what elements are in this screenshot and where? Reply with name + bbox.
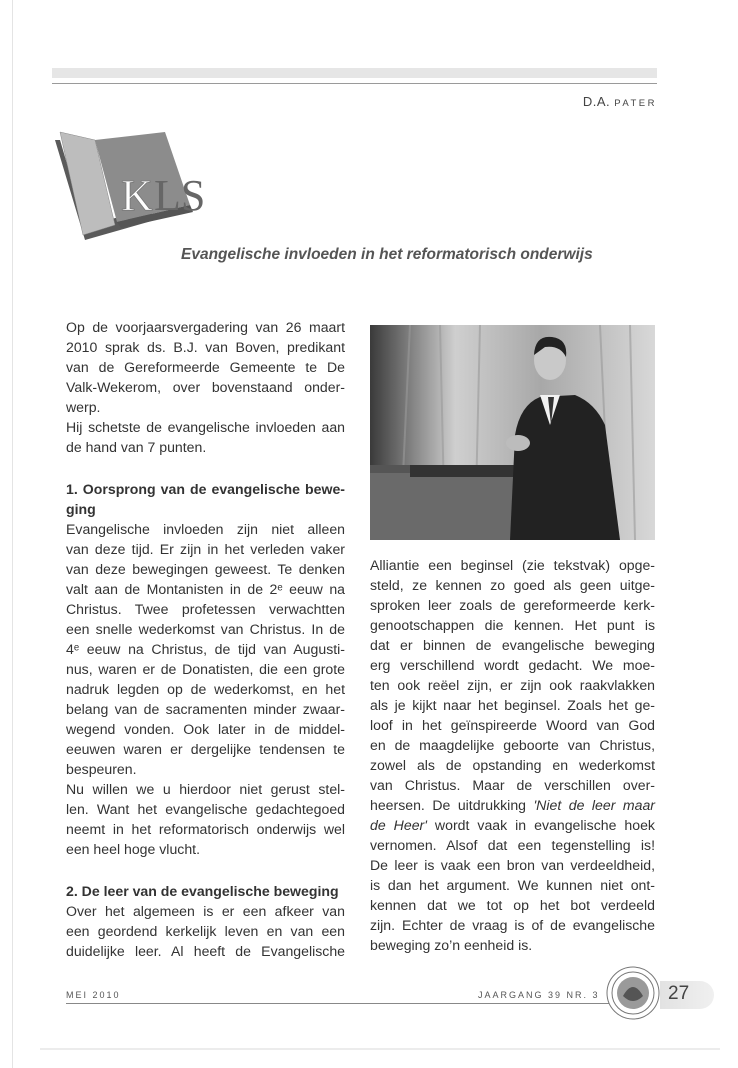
line-text: 4ᵉ eeuw na Christus, de tijd van Augusti-	[66, 641, 345, 657]
text-line	[370, 555, 655, 575]
text-line	[66, 739, 345, 759]
line-text: van deze tijd. Er zijn in het verleden vaker	[66, 541, 345, 557]
text-line	[66, 901, 345, 921]
logo-letter-k: K	[121, 171, 153, 220]
line-text: Evangelische invloeden zijn niet alleen	[66, 521, 345, 537]
author-surname: PATER	[614, 98, 657, 109]
footer-rule	[66, 1003, 626, 1004]
text-line	[66, 317, 345, 337]
text-line	[66, 799, 345, 819]
seal-emblem-icon	[606, 966, 660, 1020]
text-line	[370, 715, 655, 735]
footer-issue: JAARGANG 39 NR. 3	[478, 990, 600, 1000]
kls-logo	[55, 130, 255, 260]
text-line	[370, 855, 655, 875]
line-text: len. Want het evangelische gedachtegoed	[66, 801, 345, 817]
line-text: zijn. Echter de vraag is of de evangelische	[370, 917, 655, 933]
text-line	[66, 579, 345, 599]
line-text: ten ook reëel zijn, er zijn ook raakvlakken	[370, 677, 655, 693]
line-text: neemt in het reformatorisch onderwijs wel	[66, 821, 345, 837]
line-text: Valk-Wekerom, over bovenstaand onder-	[66, 379, 345, 395]
text-line	[66, 719, 345, 739]
line-text: bespeuren.	[66, 761, 137, 777]
line-text: Nu willen we u hierdoor niet gerust stel-	[66, 781, 345, 797]
line-text: belang van de sacramenten minder zwaar-	[66, 701, 345, 717]
text-line	[66, 759, 345, 779]
text-line	[66, 337, 345, 357]
line-text: ging	[66, 501, 96, 517]
text-line	[370, 895, 655, 915]
text-line	[66, 437, 345, 457]
left-text-column	[66, 317, 345, 961]
line-text: dat er binnen de evangelische beweging	[370, 637, 655, 653]
line-text: heersen. De uitdrukking	[370, 797, 534, 813]
line-text: wordt vaak in evangelische hoek	[426, 817, 655, 833]
text-line	[370, 655, 655, 675]
text-line	[66, 559, 345, 579]
text-line	[370, 795, 655, 815]
line-text: een geordend kerkelijk leven en van een	[66, 923, 345, 939]
line-text: van deze bewegingen geweest. Te denken	[66, 561, 345, 577]
text-line	[370, 875, 655, 895]
article-subtitle: Evangelische invloeden in het reformatorisch onderwijs	[181, 246, 593, 263]
line-text: 2. De leer van de evangelische beweging	[66, 883, 339, 899]
section-heading-line	[66, 479, 345, 499]
line-text: werp.	[66, 399, 101, 415]
line-text: duidelijke leer. Al heeft de Evangelische	[66, 943, 345, 959]
section-heading-line	[66, 499, 345, 519]
line-text: van de Gereformeerde Gemeente te De	[66, 359, 345, 375]
paragraph-gap	[66, 859, 345, 881]
footer-date: MEI 2010	[66, 990, 121, 1000]
line-text: 1. Oorsprong van de evangelische bewe-	[66, 481, 345, 497]
author-name	[583, 94, 657, 109]
text-line	[66, 539, 345, 559]
line-text: De leer is vaak een bron van verdeeldheid,	[370, 857, 655, 873]
line-text: Christus. Twee profetessen verwachtten	[66, 601, 345, 617]
line-text: valt aan de Montanisten in de 2ᵉ eeuw na	[66, 581, 345, 597]
line-text: van Christus. Maar de verschillen over-	[370, 777, 655, 793]
text-line	[370, 935, 655, 955]
text-line	[66, 377, 345, 397]
text-line	[66, 941, 345, 961]
text-line	[66, 699, 345, 719]
page-number: 27	[668, 983, 690, 1004]
text-line	[66, 639, 345, 659]
right-text-column	[370, 555, 655, 955]
text-line	[370, 915, 655, 935]
text-line	[370, 755, 655, 775]
text-line	[370, 815, 655, 835]
line-text: zowel als de opstanding en wederkomst	[370, 757, 655, 773]
header-bar	[52, 68, 657, 78]
text-line	[370, 635, 655, 655]
line-text: kennen dat we tot op het bot verdeeld	[370, 897, 655, 913]
line-text: loof in het geïnspireerde Woord van God	[370, 717, 655, 733]
line-text: eeuwen waren er dergelijke tendensen te	[66, 741, 345, 757]
page-edge	[12, 0, 13, 1068]
line-text: Over het algemeen is er een afkeer van	[66, 903, 345, 919]
text-line	[370, 575, 655, 595]
text-line	[66, 819, 345, 839]
text-line	[66, 357, 345, 377]
text-line	[66, 839, 345, 859]
line-text: genootschappen die kennen. Het punt is	[370, 617, 655, 633]
text-line	[66, 779, 345, 799]
text-line	[66, 519, 345, 539]
page-bottom-rule	[40, 1048, 720, 1050]
line-text: Hij schetste de evangelische invloeden aan	[66, 419, 345, 435]
line-text: is dan het argument. We kunnen niet ont-	[370, 877, 655, 893]
line-text: beweging zo’n eenheid is.	[370, 937, 533, 953]
text-line	[66, 679, 345, 699]
line-text: nadruk legden op de wederkomst, en het	[66, 681, 345, 697]
italic-quote: 'Niet de leer maar	[533, 797, 655, 813]
paragraph-gap	[66, 457, 345, 479]
text-line	[370, 695, 655, 715]
speaker-photo	[370, 325, 655, 540]
line-text: vernomen. Alsof dat een tegenstelling is!	[370, 837, 655, 853]
line-text: een snelle wederkomst van Christus. In de	[66, 621, 345, 637]
text-line	[370, 735, 655, 755]
text-line	[66, 619, 345, 639]
text-line	[66, 921, 345, 941]
text-line	[370, 675, 655, 695]
text-line	[66, 659, 345, 679]
line-text: Op de voorjaarsvergadering van 26 maart	[66, 319, 345, 335]
text-line	[66, 397, 345, 417]
line-text: wegend vonden. Ook later in de middel-	[66, 721, 345, 737]
text-line	[66, 599, 345, 619]
logo-letters-ls: LS	[154, 171, 206, 220]
section-heading-line	[66, 881, 345, 901]
line-text: de hand van 7 punten.	[66, 439, 207, 455]
line-text: Alliantie een beginsel (zie tekstvak) opge-	[370, 557, 655, 573]
text-line	[370, 615, 655, 635]
author-initials: D.A.	[582, 94, 611, 109]
italic-quote: de Heer'	[370, 817, 427, 833]
line-text: als je kijkt naar het beginsel. Zoals het ge-	[370, 697, 655, 713]
line-text: nus, waren er de Donatisten, die een grote	[66, 661, 345, 677]
text-line	[66, 417, 345, 437]
line-text: erg verschillend wordt gedacht. We moe-	[370, 657, 655, 673]
line-text: een heel hoge vlucht.	[66, 841, 200, 857]
line-text: en de maagdelijke geboorte van Christus,	[370, 737, 655, 753]
line-text: steld, ze kennen zo goed als geen uitge-	[370, 577, 655, 593]
text-line	[370, 835, 655, 855]
text-line	[370, 595, 655, 615]
text-line	[370, 775, 655, 795]
line-text: sproken leer zoals de gereformeerde kerk-	[370, 597, 655, 613]
header-rule	[52, 83, 657, 84]
line-text: 2010 sprak ds. B.J. van Boven, predikant	[66, 339, 345, 355]
